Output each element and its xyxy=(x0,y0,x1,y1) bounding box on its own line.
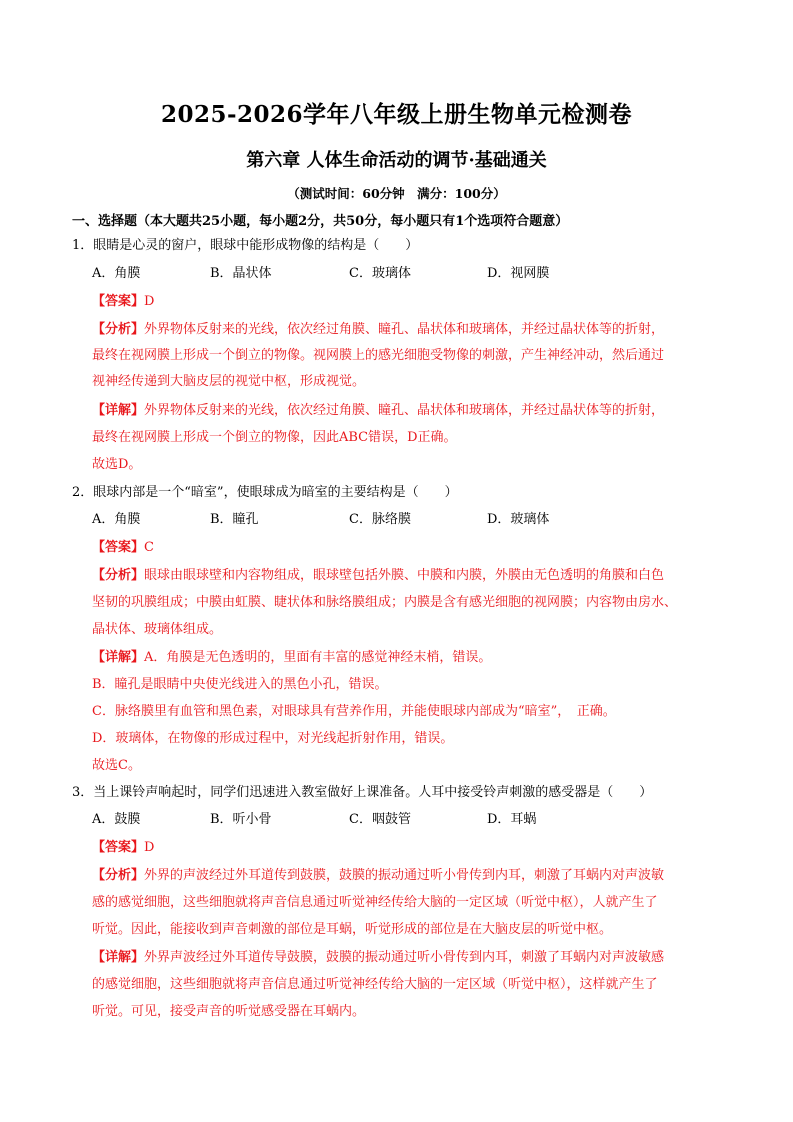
question-2-analysis-line: 坚韧的巩膜组成；中膜由虹膜、睫状体和脉络膜组成；内膜是含有感光细胞的视网膜；内容物由房水、 xyxy=(92,595,678,610)
question-2-detail-line: D．玻璃体，在物像的形成过程中，对光线起折射作用，错误。 xyxy=(92,731,454,746)
question-2-analysis-line: 晶状体、玻璃体组成。 xyxy=(92,622,223,637)
question-1-detail-line: 最终在视网膜上形成一个倒立的物像，因此ABC错误，D正确。 xyxy=(92,430,457,445)
question-1-detail-line xyxy=(92,403,664,419)
answer-value: D xyxy=(144,840,155,855)
question-3-option-d: D．耳蜗 xyxy=(487,812,537,827)
question-1-answer xyxy=(92,294,154,310)
question-3-answer xyxy=(92,840,154,856)
analysis-tag: 【分析】 xyxy=(92,568,145,583)
question-2-detail-line: C．脉络膜里有血管和黑色素，对眼球具有营养作用，并能使眼球内部成为“暗室”， 正确。 xyxy=(92,704,616,719)
answer-value: C xyxy=(144,540,154,555)
answer-tag: 【答案】 xyxy=(92,540,145,555)
question-1-analysis-line: 最终在视网膜上形成一个倒立的物像。视网膜上的感光细胞受物像的刺激，产生神经冲动，然后通过 xyxy=(92,348,665,363)
answer-tag: 【答案】 xyxy=(92,294,145,309)
question-3-analysis-line: 听觉。因此，能接收到声音刺激的部位是耳蜗，听觉形成的部位是在大脑皮层的听觉中枢。 xyxy=(92,922,613,937)
exam-title: 2025-2026学年八年级上册生物单元检测卷 xyxy=(160,101,633,128)
detail-tag: 【详解】 xyxy=(92,403,145,418)
question-1-option-b: B．晶状体 xyxy=(210,266,272,281)
question-3-option-b: B．听小骨 xyxy=(210,812,272,827)
question-2-stem: 2．眼球内部是一个“暗室”，使眼球成为暗室的主要结构是（ ） xyxy=(72,485,458,500)
question-1-analysis-line: 视神经传递到大脑皮层的视觉中枢，形成视觉。 xyxy=(92,374,366,389)
question-1-stem: 1．眼睛是心灵的窗户，眼球中能形成物像的结构是（ ） xyxy=(72,238,419,253)
chapter-subtitle: 第六章 人体生命活动的调节·基础通关 xyxy=(246,150,547,171)
detail-tag: 【详解】 xyxy=(92,950,145,965)
answer-value: D xyxy=(144,294,155,309)
question-3-detail-line: 的感觉细胞，这些细胞就将声音信息通过听觉神经传给大脑的一定区域（听觉中枢），这样就产生了 xyxy=(92,977,658,992)
question-1-option-a: A．角膜 xyxy=(92,266,141,281)
question-1-analysis-line xyxy=(92,322,664,338)
question-1-option-d: D．视网膜 xyxy=(487,266,550,281)
detail-text: 外界声波经过外耳道传导鼓膜，鼓膜的振动通过听小骨传到内耳，刺激了耳蜗内对声波敏感 xyxy=(144,950,665,965)
analysis-text: 外界的声波经过外耳道传到鼓膜，鼓膜的振动通过听小骨传到内耳，刺激了耳蜗内对声波敏 xyxy=(144,868,665,883)
question-2-option-c: C．脉络膜 xyxy=(349,512,411,527)
question-3-detail-line: 听觉。可见，接受声音的听觉感受器在耳蜗内。 xyxy=(92,1004,366,1019)
question-2-option-a: A．角膜 xyxy=(92,512,141,527)
detail-text: A．角膜是无色透明的，里面有丰富的感觉神经末梢，错误。 xyxy=(144,650,492,665)
analysis-tag: 【分析】 xyxy=(92,868,145,883)
detail-text: 外界物体反射来的光线，依次经过角膜、瞳孔、晶状体和玻璃体，并经过晶状体等的折射， xyxy=(144,403,665,418)
analysis-text: 外界物体反射来的光线，依次经过角膜、瞳孔、晶状体和玻璃体，并经过晶状体等的折射， xyxy=(144,322,665,337)
question-2-option-d: D．玻璃体 xyxy=(487,512,550,527)
question-3-option-a: A．鼓膜 xyxy=(92,812,141,827)
question-2-detail-line: B．瞳孔是眼睛中央使光线进入的黑色小孔，错误。 xyxy=(92,677,388,692)
analysis-text: 眼球由眼球壁和内容物组成，眼球壁包括外膜、中膜和内膜，外膜由无色透明的角膜和白色 xyxy=(144,568,665,583)
question-3-stem: 3．当上课铃声响起时，同学们迅速进入教室做好上课准备。人耳中接受铃声刺激的感受器是（ ） xyxy=(72,785,653,800)
question-2-detail-line xyxy=(92,650,491,666)
section-heading: 一、选择题（本大题共25小题，每小题2分，共50分，每小题只有1个选项符合题意） xyxy=(72,214,569,229)
detail-tag: 【详解】 xyxy=(92,650,145,665)
answer-tag: 【答案】 xyxy=(92,840,145,855)
question-1-conclusion: 故选D。 xyxy=(92,457,142,472)
question-2-answer xyxy=(92,540,154,556)
question-2-conclusion: 故选C。 xyxy=(92,758,141,773)
question-2-option-b: B．瞳孔 xyxy=(210,512,259,527)
question-1-option-c: C．玻璃体 xyxy=(349,266,411,281)
question-3-detail-line xyxy=(92,950,664,966)
question-3-analysis-line xyxy=(92,868,664,884)
test-info: （测试时间：60分钟 满分：100分） xyxy=(287,186,506,201)
question-2-analysis-line xyxy=(92,568,664,584)
question-3-analysis-line: 感的感觉细胞，这些细胞就将声音信息通过听觉神经传给大脑的一定区域（听觉中枢），人就产生了 xyxy=(92,895,658,910)
question-3-option-c: C．咽鼓管 xyxy=(349,812,411,827)
analysis-tag: 【分析】 xyxy=(92,322,145,337)
